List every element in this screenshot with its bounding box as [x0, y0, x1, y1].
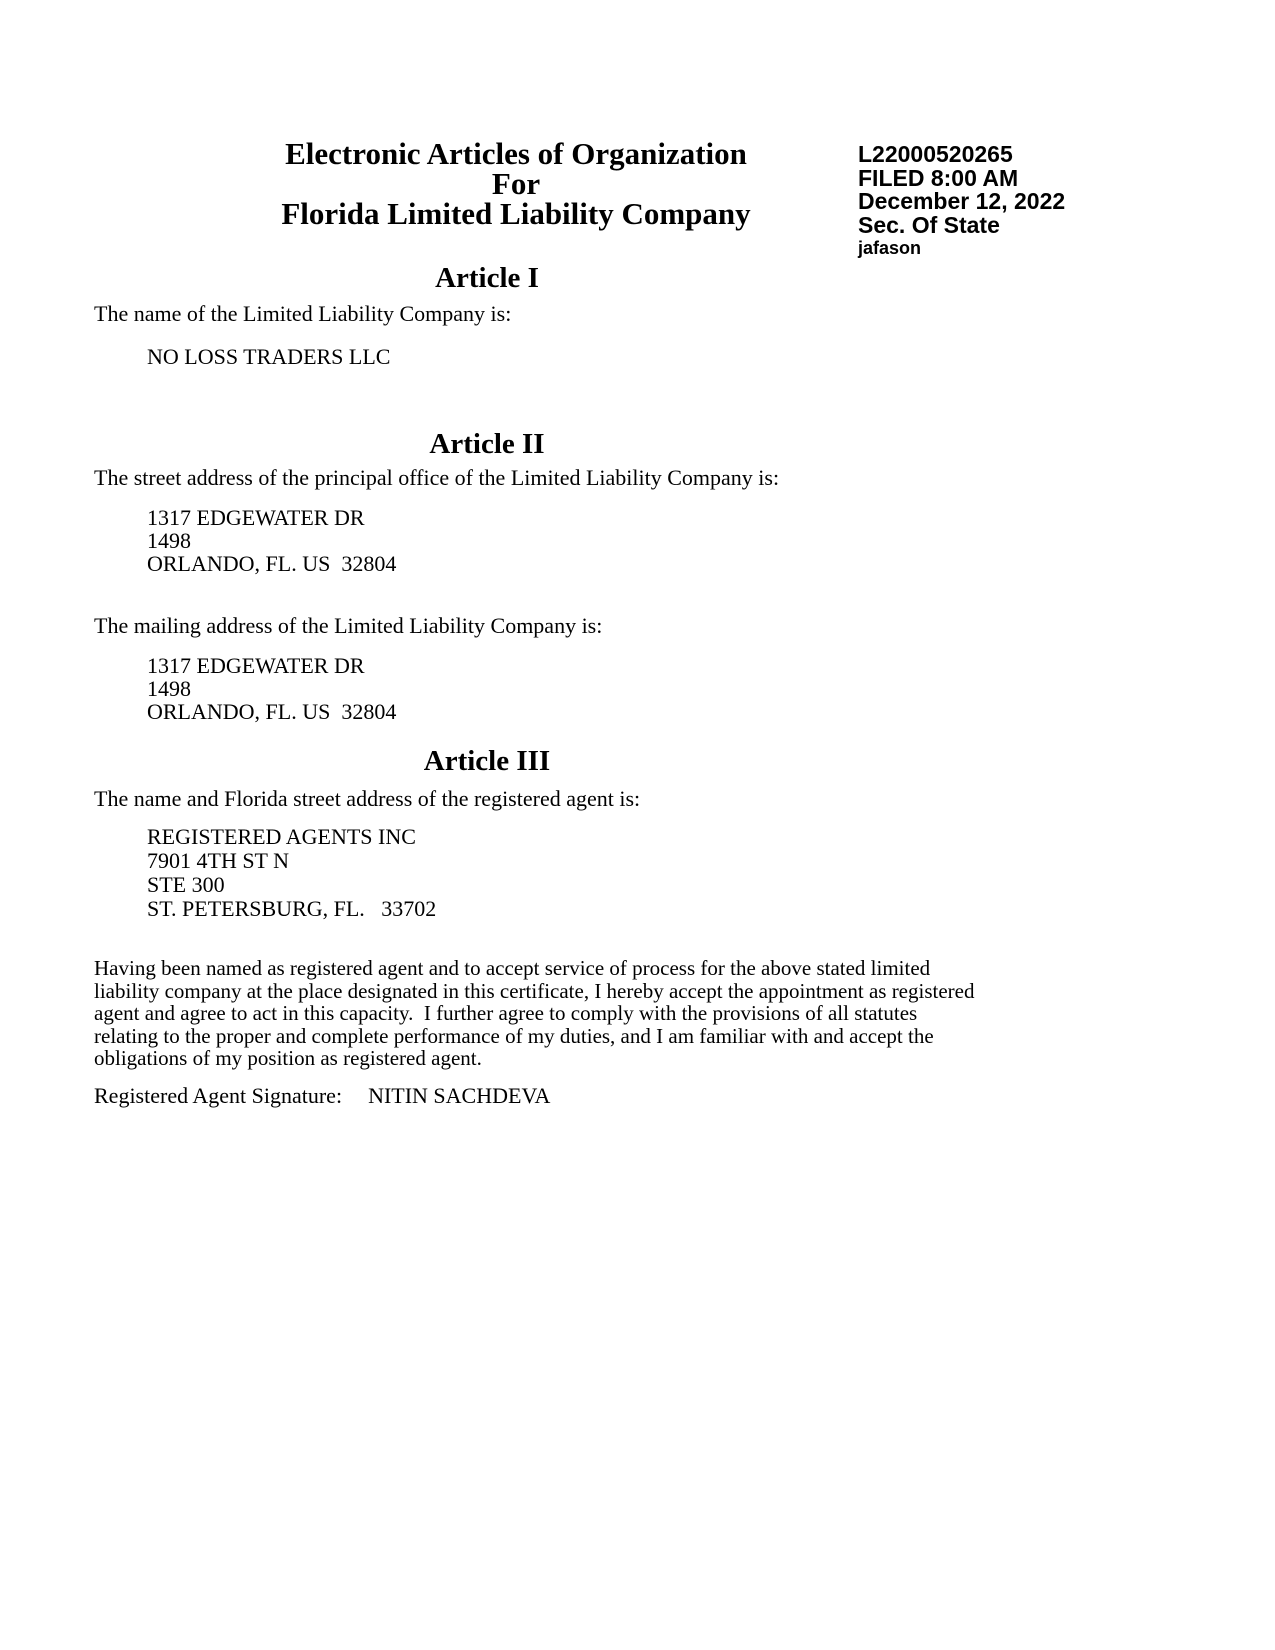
title-line-1: Electronic Articles of Organization	[285, 136, 747, 171]
signature-name: NITIN SACHDEVA	[368, 1083, 551, 1108]
mailing-address-intro: The mailing address of the Limited Liability Company is:	[94, 613, 603, 638]
signature-label: Registered Agent Signature:	[94, 1083, 343, 1108]
acceptance-line: Having been named as registered agent and to accept service of process for the above stated limited	[94, 956, 931, 980]
title-line-2: For	[491, 166, 541, 201]
article-1-intro: The name of the Limited Liability Company is:	[94, 301, 512, 326]
article-2-heading: Article II	[429, 428, 545, 460]
filing-stamp	[858, 143, 1065, 259]
registered-agent-address	[147, 825, 436, 921]
filing-date: December 12, 2022	[858, 188, 1066, 214]
agent-address-line: ST. PETERSBURG, FL. 33702	[147, 896, 437, 921]
acceptance-line: liability company at the place designated in this certificate, I hereby accept the appointment as registered	[94, 978, 975, 1003]
principal-address-line: ORLANDO, FL. US 32804	[147, 551, 397, 576]
article-1-heading: Article I	[435, 262, 539, 294]
principal-address-line: 1498	[147, 528, 191, 553]
principal-office-address	[147, 506, 396, 575]
company-name: NO LOSS TRADERS LLC	[147, 344, 391, 369]
filing-office: Sec. Of State	[858, 211, 1000, 238]
agent-address-line: REGISTERED AGENTS INC	[147, 824, 416, 849]
agent-address-line: 7901 4TH ST N	[147, 848, 289, 873]
principal-office-intro: The street address of the principal office of the Limited Liability Company is:	[94, 465, 780, 490]
company-name-block	[147, 345, 390, 368]
article-3-heading: Article III	[423, 745, 551, 777]
registered-agent-signature-row	[94, 1084, 550, 1108]
filing-time: FILED 8:00 AM	[858, 164, 1019, 191]
principal-address-line: 1317 EDGEWATER DR	[147, 505, 365, 530]
mailing-address-line: ORLANDO, FL. US 32804	[147, 699, 397, 724]
registered-agent-intro: The name and Florida street address of the registered agent is:	[94, 786, 641, 811]
document-title	[91, 136, 941, 231]
acceptance-line: agent and agree to act in this capacity. I further agree to comply with the provisions of all statutes	[94, 1001, 918, 1026]
filing-document-number: L22000520265	[858, 141, 1013, 167]
filing-clerk: jafason	[858, 238, 922, 258]
agent-acceptance-paragraph	[94, 957, 974, 1070]
title-line-3: Florida Limited Liability Company	[281, 196, 751, 231]
mailing-address-line: 1317 EDGEWATER DR	[147, 653, 365, 678]
acceptance-line: relating to the proper and complete performance of my duties, and I am familiar with and accept the	[94, 1023, 934, 1048]
mailing-address	[147, 654, 396, 723]
agent-address-line: STE 300	[147, 872, 225, 897]
mailing-address-line: 1498	[147, 676, 191, 701]
acceptance-line: obligations of my position as registered agent.	[94, 1046, 482, 1071]
